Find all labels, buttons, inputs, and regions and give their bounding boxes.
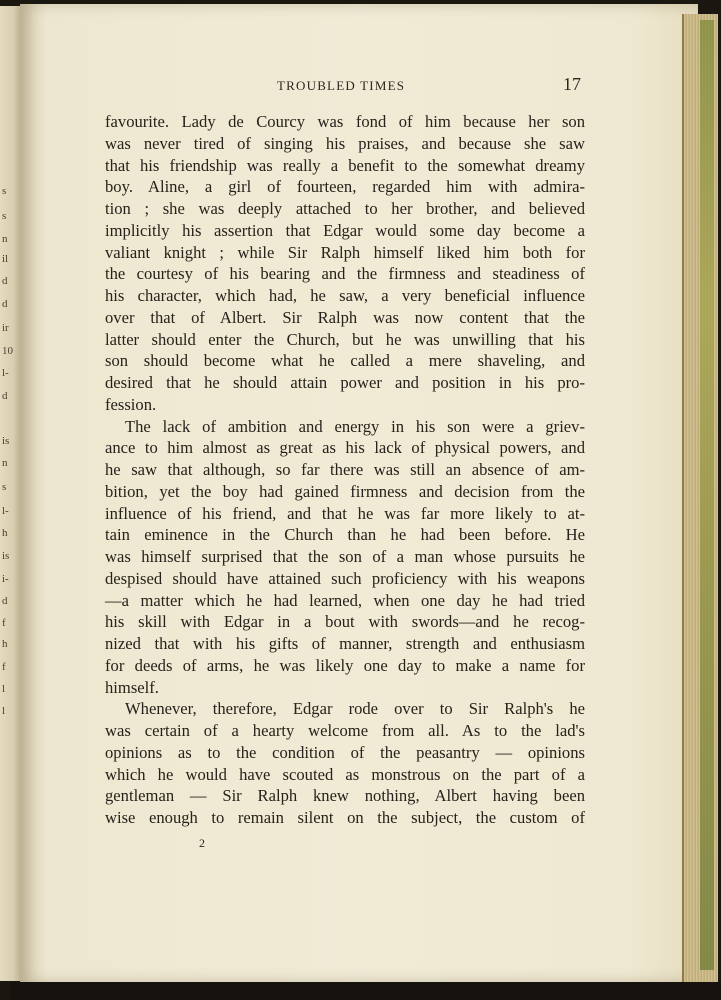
text-line: wise enough to remain silent on the subject, the custom of bbox=[105, 808, 585, 827]
bottom-binding bbox=[10, 982, 721, 1000]
text-line: that his friendship was really a benefit to the somewhat dreamy bbox=[105, 155, 585, 175]
text-line: was himself surprised that the son of a man whose pursuits he bbox=[105, 547, 585, 566]
text-line: —a matter which he had learned, when one day he had tried bbox=[105, 590, 585, 610]
text-line: over that of Albert. Sir Ralph was now content that the bbox=[105, 307, 585, 327]
facing-page-letter: l bbox=[2, 683, 6, 695]
text-line: opinions as to the condition of the peasantry — opinions bbox=[105, 742, 585, 762]
text-line: son should become what he called a mere shaveling, and bbox=[105, 351, 585, 371]
facing-page-letter: l bbox=[2, 705, 6, 717]
text-line: for deeds of arms, he was likely one day to make a name for bbox=[105, 655, 585, 675]
signature-mark: 2 bbox=[199, 836, 205, 850]
facing-page-letter: n bbox=[2, 233, 8, 245]
facing-page-letter: i- bbox=[2, 573, 9, 585]
text-line: fession. bbox=[105, 394, 157, 414]
facing-page-letter: is bbox=[2, 435, 10, 447]
text-line: he saw that although, so far there was still an absence of am- bbox=[105, 460, 585, 479]
text-line: the courtesy of his bearing and the firmness and steadiness of bbox=[105, 264, 585, 284]
facing-page-letter: f bbox=[2, 617, 6, 629]
text-line: tion ; she was deeply attached to her brother, and believed bbox=[105, 199, 585, 218]
text-line: implicitly his assertion that Edgar would some day become a bbox=[105, 220, 585, 240]
text-line: Whenever, therefore, Edgar rode over to Sir Ralph's he bbox=[125, 699, 585, 719]
running-head bbox=[0, 74, 721, 98]
facing-page-letter: f bbox=[2, 661, 6, 673]
text-line: despised should have attained such proficiency with his weapons bbox=[105, 568, 585, 588]
facing-page-letter: s bbox=[2, 210, 7, 222]
text-line: gentleman — Sir Ralph knew nothing, Albert having been bbox=[105, 786, 585, 806]
text-line: bition, yet the boy had gained firmness and decision from the bbox=[105, 481, 585, 501]
text-line: himself. bbox=[105, 677, 159, 697]
page-edge-color-band bbox=[700, 20, 714, 970]
facing-page-letter: l- bbox=[2, 367, 9, 379]
text-line: valiant knight ; while Sir Ralph himself liked him both for bbox=[105, 242, 585, 262]
facing-page-letter: d bbox=[2, 390, 8, 402]
facing-page-letter: d bbox=[2, 275, 8, 287]
text-line: ance to him almost as great as his lack of physical powers, and bbox=[105, 438, 585, 458]
text-line: which he would have scouted as monstrous on the part of a bbox=[105, 764, 585, 784]
text-line: his character, which had, he saw, a very beneficial influence bbox=[105, 286, 585, 305]
text-line: influence of his friend, and that he was far more likely to at- bbox=[105, 503, 585, 523]
text-line: his skill with Edgar in a bout with swords—and he recog- bbox=[105, 612, 585, 632]
facing-page-letter: d bbox=[2, 595, 8, 607]
page-number: 17 bbox=[563, 74, 581, 94]
facing-page-letter: d bbox=[2, 298, 8, 310]
facing-page-letter: n bbox=[2, 457, 8, 469]
facing-page-letter: s bbox=[2, 481, 7, 493]
body-text bbox=[105, 111, 585, 829]
text-line: favourite. Lady de Courcy was fond of him because her son bbox=[105, 112, 585, 131]
text-line: was never tired of singing his praises, and because she saw bbox=[105, 133, 585, 153]
facing-page-letter: s bbox=[2, 185, 7, 197]
text-line: The lack of ambition and energy in his son were a griev- bbox=[125, 416, 585, 436]
facing-page-letter: h bbox=[2, 638, 8, 650]
running-head-title: TROUBLED TIMES bbox=[277, 78, 406, 93]
facing-page-letter: 10 bbox=[2, 345, 13, 357]
facing-page-edge bbox=[0, 6, 22, 981]
facing-page-letter: ir bbox=[2, 322, 9, 334]
facing-page-letter: l- bbox=[2, 505, 9, 517]
text-line: boy. Aline, a girl of fourteen, regarded him with admira- bbox=[105, 177, 585, 197]
text-line: desired that he should attain power and position in his pro- bbox=[105, 373, 585, 392]
text-line: tain eminence in the Church than he had been before. He bbox=[105, 525, 585, 545]
facing-page-letter: h bbox=[2, 527, 8, 539]
text-line: was certain of a hearty welcome from all. As to the lad's bbox=[105, 721, 585, 740]
facing-page-letter: il bbox=[2, 253, 9, 265]
facing-page-letter: is bbox=[2, 550, 10, 562]
text-line: latter should enter the Church, but he was unwilling that his bbox=[105, 329, 585, 349]
text-line: nized that with his gifts of manner, strength and enthusiasm bbox=[105, 634, 585, 653]
